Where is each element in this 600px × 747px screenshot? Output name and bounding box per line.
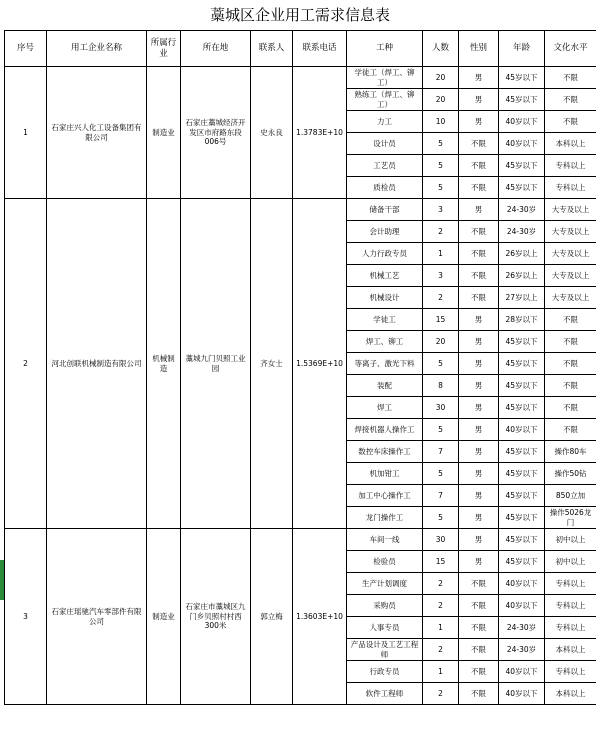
count-cell[interactable]: 1 [423, 243, 459, 265]
table-row [5, 67, 597, 89]
gender-cell[interactable]: 不限 [459, 177, 499, 199]
job-type-cell[interactable]: 学徒工（焊工、铆工） [347, 67, 423, 89]
gender-cell[interactable]: 男 [459, 111, 499, 133]
age-cell[interactable]: 40岁以下 [499, 683, 545, 705]
company-no-cell[interactable]: 1 [5, 67, 47, 199]
industry-cell[interactable]: 制造业 [147, 529, 181, 705]
count-cell[interactable]: 2 [423, 573, 459, 595]
phone-cell[interactable]: 1.3783E+10 [293, 67, 347, 199]
job-type-cell[interactable]: 装配 [347, 375, 423, 397]
phone-cell[interactable]: 1.5369E+10 [293, 199, 347, 529]
age-cell[interactable]: 45岁以下 [499, 177, 545, 199]
age-cell[interactable]: 40岁以下 [499, 595, 545, 617]
industry-cell[interactable]: 机械制造 [147, 199, 181, 529]
header-phone: 联系电话 [293, 31, 347, 67]
age-cell[interactable]: 26岁以上 [499, 265, 545, 287]
age-cell[interactable]: 26岁以上 [499, 243, 545, 265]
count-cell[interactable]: 30 [423, 397, 459, 419]
job-type-cell[interactable]: 加工中心操作工 [347, 485, 423, 507]
education-cell[interactable]: 不限 [545, 309, 597, 331]
count-cell[interactable]: 5 [423, 419, 459, 441]
job-type-cell[interactable]: 机加钳工 [347, 463, 423, 485]
gender-cell[interactable]: 男 [459, 529, 499, 551]
job-type-cell[interactable]: 机械工艺 [347, 265, 423, 287]
education-cell[interactable]: 操作50钻 [545, 463, 597, 485]
count-cell[interactable]: 20 [423, 89, 459, 111]
age-cell[interactable]: 45岁以下 [499, 397, 545, 419]
count-cell[interactable]: 5 [423, 353, 459, 375]
gender-cell[interactable]: 男 [459, 331, 499, 353]
gender-cell[interactable]: 男 [459, 507, 499, 529]
header-contact: 联系人 [251, 31, 293, 67]
header-job-type: 工种 [347, 31, 423, 67]
job-type-cell[interactable]: 焊工、铆工 [347, 331, 423, 353]
gender-cell[interactable]: 男 [459, 353, 499, 375]
header-row [5, 31, 597, 67]
location-cell[interactable]: 石家庄藁城经济开发区市府路东段006号 [181, 67, 251, 199]
count-cell[interactable]: 2 [423, 639, 459, 661]
job-type-cell[interactable]: 采购员 [347, 595, 423, 617]
count-cell[interactable]: 5 [423, 133, 459, 155]
table-row [5, 529, 597, 551]
count-cell[interactable]: 2 [423, 595, 459, 617]
job-type-cell[interactable]: 会计助理 [347, 221, 423, 243]
age-cell[interactable]: 40岁以下 [499, 111, 545, 133]
spreadsheet [4, 30, 596, 747]
count-cell[interactable]: 5 [423, 507, 459, 529]
job-type-cell[interactable]: 力工 [347, 111, 423, 133]
header-company: 用工企业名称 [47, 31, 147, 67]
age-cell[interactable]: 40岁以下 [499, 419, 545, 441]
phone-cell[interactable]: 1.3603E+10 [293, 529, 347, 705]
header-gender: 性别 [459, 31, 499, 67]
education-cell[interactable]: 大专及以上 [545, 287, 597, 309]
age-cell[interactable]: 24-30岁 [499, 639, 545, 661]
education-cell[interactable]: 大专及以上 [545, 243, 597, 265]
gender-cell[interactable]: 男 [459, 551, 499, 573]
education-cell[interactable]: 大专及以上 [545, 199, 597, 221]
count-cell[interactable]: 5 [423, 155, 459, 177]
header-count: 人数 [423, 31, 459, 67]
job-type-cell[interactable]: 龙门操作工 [347, 507, 423, 529]
count-cell[interactable]: 2 [423, 221, 459, 243]
age-cell[interactable]: 45岁以下 [499, 67, 545, 89]
header-age: 年龄 [499, 31, 545, 67]
job-type-cell[interactable]: 产品设计及工艺工程师 [347, 639, 423, 661]
count-cell[interactable]: 30 [423, 529, 459, 551]
count-cell[interactable]: 10 [423, 111, 459, 133]
header-no: 序号 [5, 31, 47, 67]
job-type-cell[interactable]: 焊工 [347, 397, 423, 419]
education-cell[interactable]: 不限 [545, 89, 597, 111]
gender-cell[interactable]: 男 [459, 375, 499, 397]
job-type-cell[interactable]: 熟练工（焊工、铆工） [347, 89, 423, 111]
age-cell[interactable]: 45岁以下 [499, 441, 545, 463]
header-education: 文化水平 [545, 31, 597, 67]
education-cell[interactable]: 本科以上 [545, 683, 597, 705]
gender-cell[interactable]: 男 [459, 89, 499, 111]
education-cell[interactable]: 操作80车 [545, 441, 597, 463]
age-cell[interactable]: 45岁以下 [499, 551, 545, 573]
count-cell[interactable]: 5 [423, 177, 459, 199]
count-cell[interactable]: 7 [423, 441, 459, 463]
education-cell[interactable]: 大专及以上 [545, 221, 597, 243]
count-cell[interactable]: 2 [423, 683, 459, 705]
education-cell[interactable]: 不限 [545, 331, 597, 353]
age-cell[interactable]: 45岁以下 [499, 485, 545, 507]
education-cell[interactable]: 本科以上 [545, 133, 597, 155]
count-cell[interactable]: 3 [423, 199, 459, 221]
education-cell[interactable]: 专科以上 [545, 177, 597, 199]
location-cell[interactable]: 石家庄市藁城区九门乡贝照村村西300米 [181, 529, 251, 705]
company-name-cell[interactable]: 石家庄瑶驰汽车零部件有限公司 [47, 529, 147, 705]
age-cell[interactable]: 40岁以下 [499, 661, 545, 683]
count-cell[interactable]: 8 [423, 375, 459, 397]
education-cell[interactable]: 不限 [545, 419, 597, 441]
job-type-cell[interactable]: 车间一线 [347, 529, 423, 551]
count-cell[interactable]: 5 [423, 463, 459, 485]
job-type-cell[interactable]: 软件工程师 [347, 683, 423, 705]
gender-cell[interactable]: 不限 [459, 155, 499, 177]
gender-cell[interactable]: 男 [459, 199, 499, 221]
age-cell[interactable]: 27岁以上 [499, 287, 545, 309]
education-cell[interactable]: 850立加 [545, 485, 597, 507]
age-cell[interactable]: 24-30岁 [499, 199, 545, 221]
company-no-cell[interactable]: 2 [5, 199, 47, 529]
age-cell[interactable]: 45岁以下 [499, 463, 545, 485]
job-type-cell[interactable]: 工艺员 [347, 155, 423, 177]
table-body [5, 67, 597, 705]
gender-cell[interactable]: 男 [459, 309, 499, 331]
education-cell[interactable]: 本科以上 [545, 639, 597, 661]
count-cell[interactable]: 20 [423, 331, 459, 353]
education-cell[interactable]: 初中以上 [545, 529, 597, 551]
gender-cell[interactable]: 不限 [459, 221, 499, 243]
age-cell[interactable]: 45岁以下 [499, 529, 545, 551]
education-cell[interactable]: 专科以上 [545, 595, 597, 617]
age-cell[interactable]: 40岁以下 [499, 133, 545, 155]
table-row [5, 199, 597, 221]
contact-cell[interactable]: 郭立梅 [251, 529, 293, 705]
gender-cell[interactable]: 不限 [459, 243, 499, 265]
job-type-cell[interactable]: 人力行政专员 [347, 243, 423, 265]
job-type-cell[interactable]: 质检员 [347, 177, 423, 199]
job-type-cell[interactable]: 焊接机器人操作工 [347, 419, 423, 441]
age-cell[interactable]: 45岁以下 [499, 375, 545, 397]
education-cell[interactable]: 不限 [545, 67, 597, 89]
gender-cell[interactable]: 男 [459, 419, 499, 441]
count-cell[interactable]: 15 [423, 551, 459, 573]
gender-cell[interactable]: 男 [459, 397, 499, 419]
job-type-cell[interactable]: 数控车床操作工 [347, 441, 423, 463]
education-cell[interactable]: 大专及以上 [545, 265, 597, 287]
job-type-cell[interactable]: 设计员 [347, 133, 423, 155]
age-cell[interactable]: 24-30岁 [499, 221, 545, 243]
education-cell[interactable]: 专科以上 [545, 573, 597, 595]
education-cell[interactable]: 不限 [545, 375, 597, 397]
job-type-cell[interactable]: 人事专员 [347, 617, 423, 639]
gender-cell[interactable]: 不限 [459, 639, 499, 661]
education-cell[interactable]: 操作5026龙门 [545, 507, 597, 529]
gender-cell[interactable]: 男 [459, 485, 499, 507]
age-cell[interactable]: 45岁以下 [499, 89, 545, 111]
location-cell[interactable]: 藁城九门贝照工业园 [181, 199, 251, 529]
gender-cell[interactable]: 不限 [459, 683, 499, 705]
gender-cell[interactable]: 男 [459, 67, 499, 89]
sheet-title: 藁城区企业用工需求信息表 [209, 6, 390, 24]
gender-cell[interactable]: 不限 [459, 265, 499, 287]
education-cell[interactable]: 专科以上 [545, 617, 597, 639]
age-cell[interactable]: 45岁以下 [499, 353, 545, 375]
gender-cell[interactable]: 不限 [459, 595, 499, 617]
count-cell[interactable]: 2 [423, 287, 459, 309]
header-location: 所在地 [181, 31, 251, 67]
education-cell[interactable]: 不限 [545, 111, 597, 133]
count-cell[interactable]: 7 [423, 485, 459, 507]
demand-table [4, 30, 596, 705]
count-cell[interactable]: 1 [423, 661, 459, 683]
contact-cell[interactable]: 史永良 [251, 67, 293, 199]
education-cell[interactable]: 专科以上 [545, 661, 597, 683]
gender-cell[interactable]: 不限 [459, 287, 499, 309]
job-type-cell[interactable]: 等离子、激光下料 [347, 353, 423, 375]
company-name-cell[interactable]: 石家庄兴人化工设备集团有限公司 [47, 67, 147, 199]
age-cell[interactable]: 40岁以下 [499, 573, 545, 595]
count-cell[interactable]: 1 [423, 617, 459, 639]
age-cell[interactable]: 24-30岁 [499, 617, 545, 639]
job-type-cell[interactable]: 储备干部 [347, 199, 423, 221]
job-type-cell[interactable]: 检验员 [347, 551, 423, 573]
count-cell[interactable]: 3 [423, 265, 459, 287]
company-no-cell[interactable]: 3 [5, 529, 47, 705]
job-type-cell[interactable]: 生产计划调度 [347, 573, 423, 595]
age-cell[interactable]: 45岁以下 [499, 155, 545, 177]
age-cell[interactable]: 45岁以下 [499, 507, 545, 529]
gender-cell[interactable]: 男 [459, 441, 499, 463]
education-cell[interactable]: 专科以上 [545, 155, 597, 177]
age-cell[interactable]: 28岁以下 [499, 309, 545, 331]
gender-cell[interactable]: 不限 [459, 573, 499, 595]
gender-cell[interactable]: 不限 [459, 661, 499, 683]
education-cell[interactable]: 不限 [545, 397, 597, 419]
job-type-cell[interactable]: 行政专员 [347, 661, 423, 683]
count-cell[interactable]: 20 [423, 67, 459, 89]
education-cell[interactable]: 初中以上 [545, 551, 597, 573]
contact-cell[interactable]: 齐女士 [251, 199, 293, 529]
gender-cell[interactable]: 不限 [459, 617, 499, 639]
header-industry: 所属行业 [147, 31, 181, 67]
education-cell[interactable]: 不限 [545, 353, 597, 375]
job-type-cell[interactable]: 学徒工 [347, 309, 423, 331]
count-cell[interactable]: 15 [423, 309, 459, 331]
job-type-cell[interactable]: 机械设计 [347, 287, 423, 309]
industry-cell[interactable]: 制造业 [147, 67, 181, 199]
company-name-cell[interactable]: 河北创联机械制造有限公司 [47, 199, 147, 529]
gender-cell[interactable]: 男 [459, 463, 499, 485]
gender-cell[interactable]: 不限 [459, 133, 499, 155]
age-cell[interactable]: 45岁以下 [499, 331, 545, 353]
